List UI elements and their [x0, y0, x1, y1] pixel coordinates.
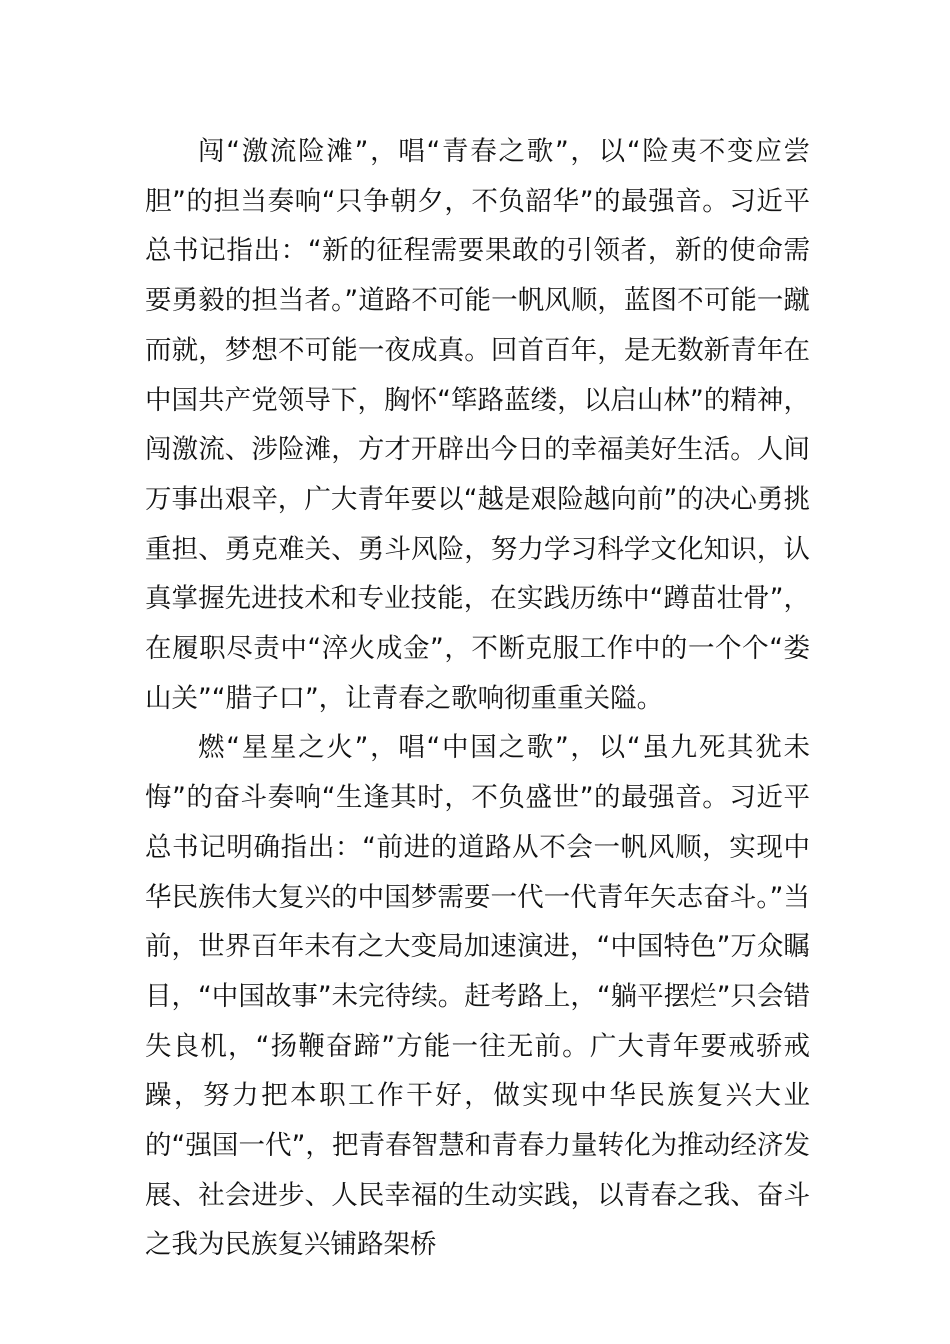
paragraph-1: 闯“激流险滩”，唱“青春之歌”，以“险夷不变应尝胆”的担当奏响“只争朝夕，不负韶华”的最强音。习近平总书记指出：“新的征程需要果敢的引领者，新的使命需要勇毅的担当者。”道路不可能一帆风顺，蓝图不可能一蹴而就，梦想不可能一夜成真。回首百年，是无数新青年在中国共产党领导下，胸怀“筚路蓝缕，以启山林”的精神，闯激流、涉险滩，方才开辟出今日的幸福美好生活。人间万事出艰辛，广大青年要以“越是艰险越向前”的决心勇挑重担、勇克难关、勇斗风险，努力学习科学文化知识，认真掌握先进技术和专业技能，在实践历练中“蹲苗壮骨”，在履职尽责中“淬火成金”，不断克服工作中的一个个“娄山关”“腊子口”，让青春之歌响彻重重关隘。	[145, 136, 810, 714]
document-body	[145, 127, 810, 1270]
paragraph-2: 燃“星星之火”，唱“中国之歌”，以“虽九死其犹未悔”的奋斗奏响“生逢其时，不负盛世”的最强音。习近平总书记明确指出：“前进的道路从不会一帆风顺，实现中华民族伟大复兴的中国梦需要一代一代青年矢志奋斗。”当前，世界百年未有之大变局加速演进，“中国特色”万众瞩目，“中国故事”未完待续。赶考路上，“躺平摆烂”只会错失良机，“扬鞭奋蹄”方能一往无前。广大青年要戒骄戒躁，努力把本职工作干好，做实现中华民族复兴大业的“强国一代”，把青春智慧和青春力量转化为推动经济发展、社会进步、人民幸福的生动实践，以青春之我、奋斗之我为民族复兴铺路架桥	[145, 732, 810, 1261]
